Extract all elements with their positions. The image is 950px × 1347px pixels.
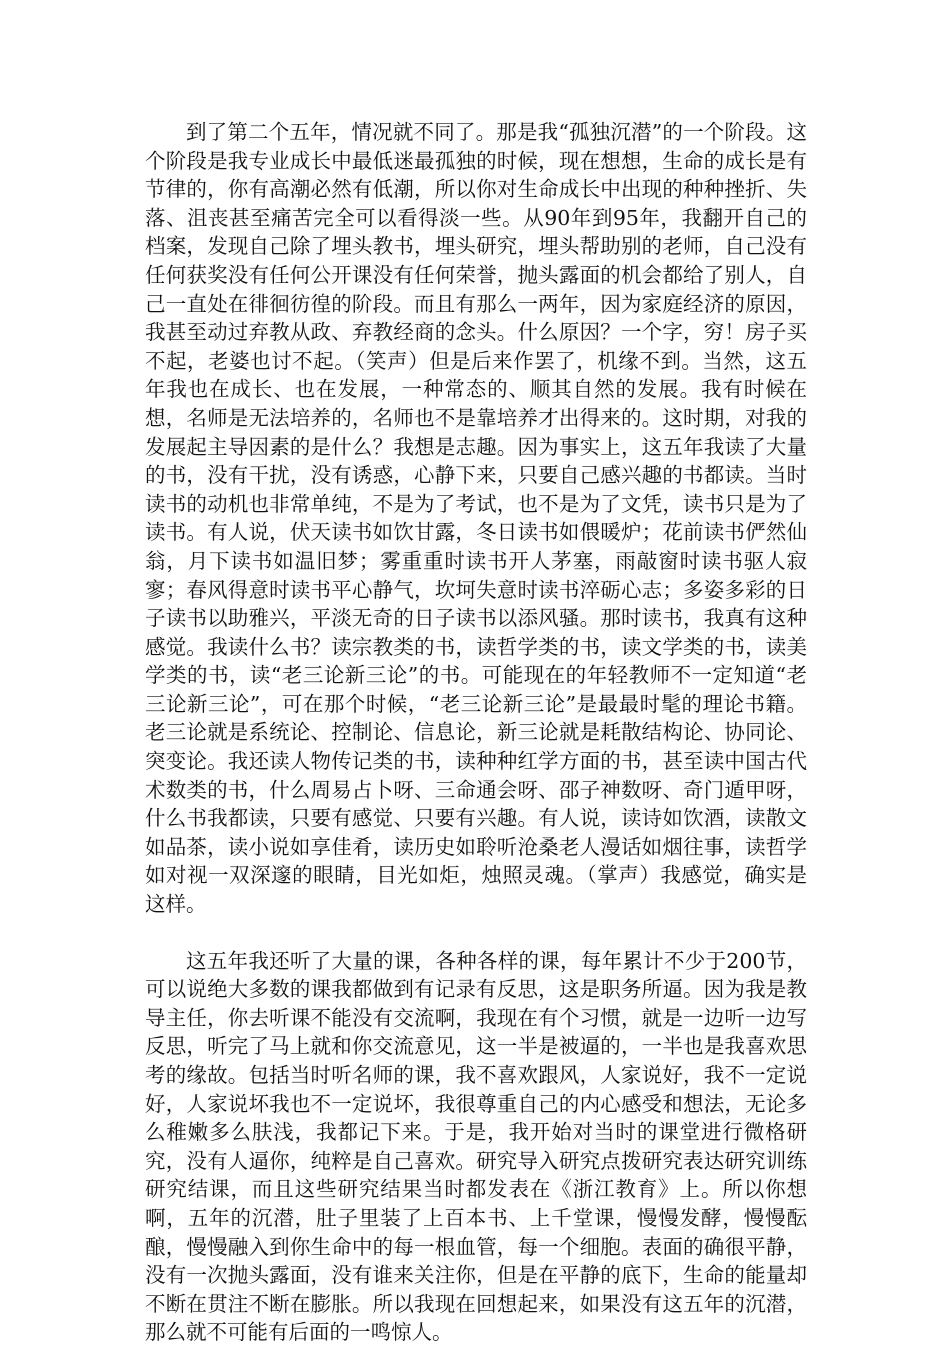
paragraph-1: 到了第二个五年，情况就不同了。那是我“孤独沉潜”的一个阶段。这个阶段是我专业成长中最低迷最孤独的时候，现在想想，生命的成长是有节律的，你有高潮必然有低潮，所以你对生命成长中出现的种种挫折、失落、沮丧甚至痛苦完全可以看得淡一些。从90年到95年，我翻开自己的档案，发现自己除了埋头教书，埋头研究，埋头帮助别的老师，自己没有任何获奖没有任何公开课没有任何荣誉，抛头露面的机会都给了别人，自己一直处在徘徊彷徨的阶段。而且有那么一两年，因为家庭经济的原因，我甚至动过弃教从政、弃教经商的念头。什么原因？一个字，穷！房子买不起，老婆也讨不起。（笑声）但是后来作罢了，机缘不到。当然，这五年我也在成长、也在发展，一种常态的、顺其自然的发展。我有时候在想，名师是无法培养的，名师也不是靠培养才出得来的。这时期，对我的发展起主导因素的是什么？我想是志趣。因为事实上，这五年我读了大量的书，没有干扰，没有诱惑，心静下来，只要自己感兴趣的书都读。当时读书的动机也非常单纯，不是为了考试，也不是为了文凭，读书只是为了读书。有人说，伏天读书如饮甘露，冬日读书如偎暖炉；花前读书俨然仙翁，月下读书如温旧梦；雾重重时读书开人茅塞，雨敲窗时读书驱人寂寥；春风得意时读书平心静气，坎坷失意时读书淬砺心志；多姿多彩的日子读书以助雅兴，平淡无奇的日子读书以添风骚。那时读书，我真有这种感觉。我读什么书？读宗教类的书，读哲学类的书，读文学类的书，读美学类的书，读“老三论新三论”的书。可能现在的年轻教师不一定知道“老三论新三论”，可在那个时候，“老三论新三论”是最最时髦的理论书籍。老三论就是系统论、控制论、信息论，新三论就是耗散结构论、协同论、突变论。我还读人物传记类的书，读种种红学方面的书，甚至读中国古代术数类的书，什么周易占卜呀、三命通会呀、邵子神数呀、奇门遁甲呀，什么书我都读，只要有感觉、只要有兴趣。有人说，读诗如饮酒，读散文如品茶，读小说如享佳肴，读历史如聆听沧桑老人漫话如烟往事，读哲学如对视一双深邃的眼睛，目光如炬，烛照灵魂。（掌声）我感觉，确实是这样。 [145,120,807,917]
document-page [145,118,807,1347]
paragraph-2: 这五年我还听了大量的课，各种各样的课，每年累计不少于200节，可以说绝大多数的课我都做到有记录有反思，这是职务所逼。因为我是教导主任，你去听课不能没有交流啊，我现在有个习惯，就是一边听一边写反思，听完了马上就和你交流意见，这一半是被逼的，一半也是我喜欢思考的缘故。包括当时听名师的课，我不喜欢跟风，人家说好，我不一定说好，人家说坏我也不一定说坏，我很尊重自己的内心感受和想法，无论多么稚嫩多么肤浅，我都记下来。于是，我开始对当时的课堂进行微格研究，没有人逼你，纯粹是自己喜欢。研究导入研究点拨研究表达研究训练研究结课，而且这些研究结果当时都发表在《浙江教育》上。所以你想啊，五年的沉潜，肚子里装了上百本书、上千堂课，慢慢发酵，慢慢酝酿，慢慢融入到你生命中的每一根血管，每一个细胞。表面的确很平静，没有一次抛头露面，没有谁来关注你，但是在平静的底下，生命的能量却不断在贯注不断在膨胀。所以我现在回想起来，如果没有这五年的沉潜，那么就不可能有后面的一鸣惊人。 [145,948,807,1345]
